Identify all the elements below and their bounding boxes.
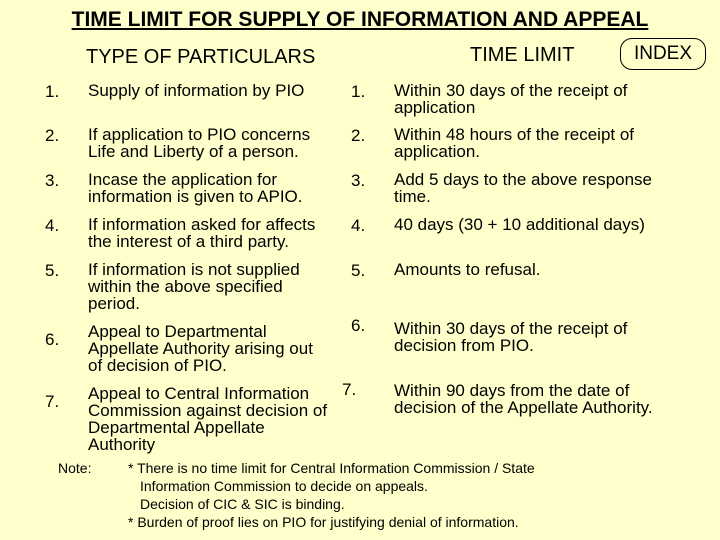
row-6-number: 6. [45, 330, 60, 349]
note-line-4: * Burden of proof lies on PIO for justifying denial of information. [128, 514, 519, 530]
row-6-particular: Appeal to Departmental Appellate Authority arising out of decision of PIO. [88, 322, 313, 375]
header-time-limit: TIME LIMIT [470, 44, 575, 66]
row-7-time-number: 7. [342, 380, 357, 399]
note-label: Note: [58, 460, 92, 476]
row-4-time-number: 4. [351, 216, 366, 235]
row-4-time: 40 days (30 + 10 additional days) [394, 215, 645, 234]
row-5-number: 5. [45, 261, 60, 280]
row-2-time-number: 2. [351, 126, 366, 145]
index-label: INDEX [633, 43, 693, 64]
row-7-number: 7. [45, 392, 60, 411]
note-line-1: * There is no time limit for Central Information Commission / State [128, 460, 535, 476]
note-line-3: Decision of CIC & SIC is binding. [140, 496, 345, 512]
row-4-number: 4. [45, 216, 60, 235]
row-1-particular: Supply of information by PIO [88, 81, 305, 100]
row-2-number: 2. [45, 126, 60, 145]
row-6-time-number: 6. [351, 316, 366, 335]
row-2-particular: If application to PIO concerns Life and Liberty of a person. [88, 125, 311, 161]
row-3-number: 3. [45, 171, 60, 190]
note-line-2: Information Commission to decide on appeals. [140, 478, 428, 494]
row-3-particular: Incase the application for information is given to APIO. [88, 170, 303, 206]
row-5-particular: If information is not supplied within the above specified period. [88, 260, 300, 313]
row-7-time: Within 90 days from the date of decision of the Appellate Authority. [394, 381, 653, 417]
row-7-particular: Appeal to Central Information Commission against decision of Departmental Appellate Authority [88, 384, 328, 454]
row-1-time: Within 30 days of the receipt of application [394, 81, 628, 117]
row-4-particular: If information asked for affects the interest of a third party. [88, 215, 316, 251]
row-5-time-number: 5. [351, 261, 366, 280]
row-5-time: Amounts to refusal. [394, 260, 541, 279]
row-3-time-number: 3. [351, 171, 366, 190]
page-title: TIME LIMIT FOR SUPPLY OF INFORMATION AND APPEAL [71, 8, 649, 31]
header-particulars: TYPE OF PARTICULARS [86, 46, 316, 68]
row-6-time: Within 30 days of the receipt of decision from PIO. [394, 319, 628, 355]
row-3-time: Add 5 days to the above response time. [394, 170, 653, 206]
row-1-number: 1. [45, 82, 60, 101]
row-2-time: Within 48 hours of the receipt of application. [394, 125, 635, 161]
row-1-time-number: 1. [351, 82, 366, 101]
index-button[interactable] [620, 38, 706, 70]
